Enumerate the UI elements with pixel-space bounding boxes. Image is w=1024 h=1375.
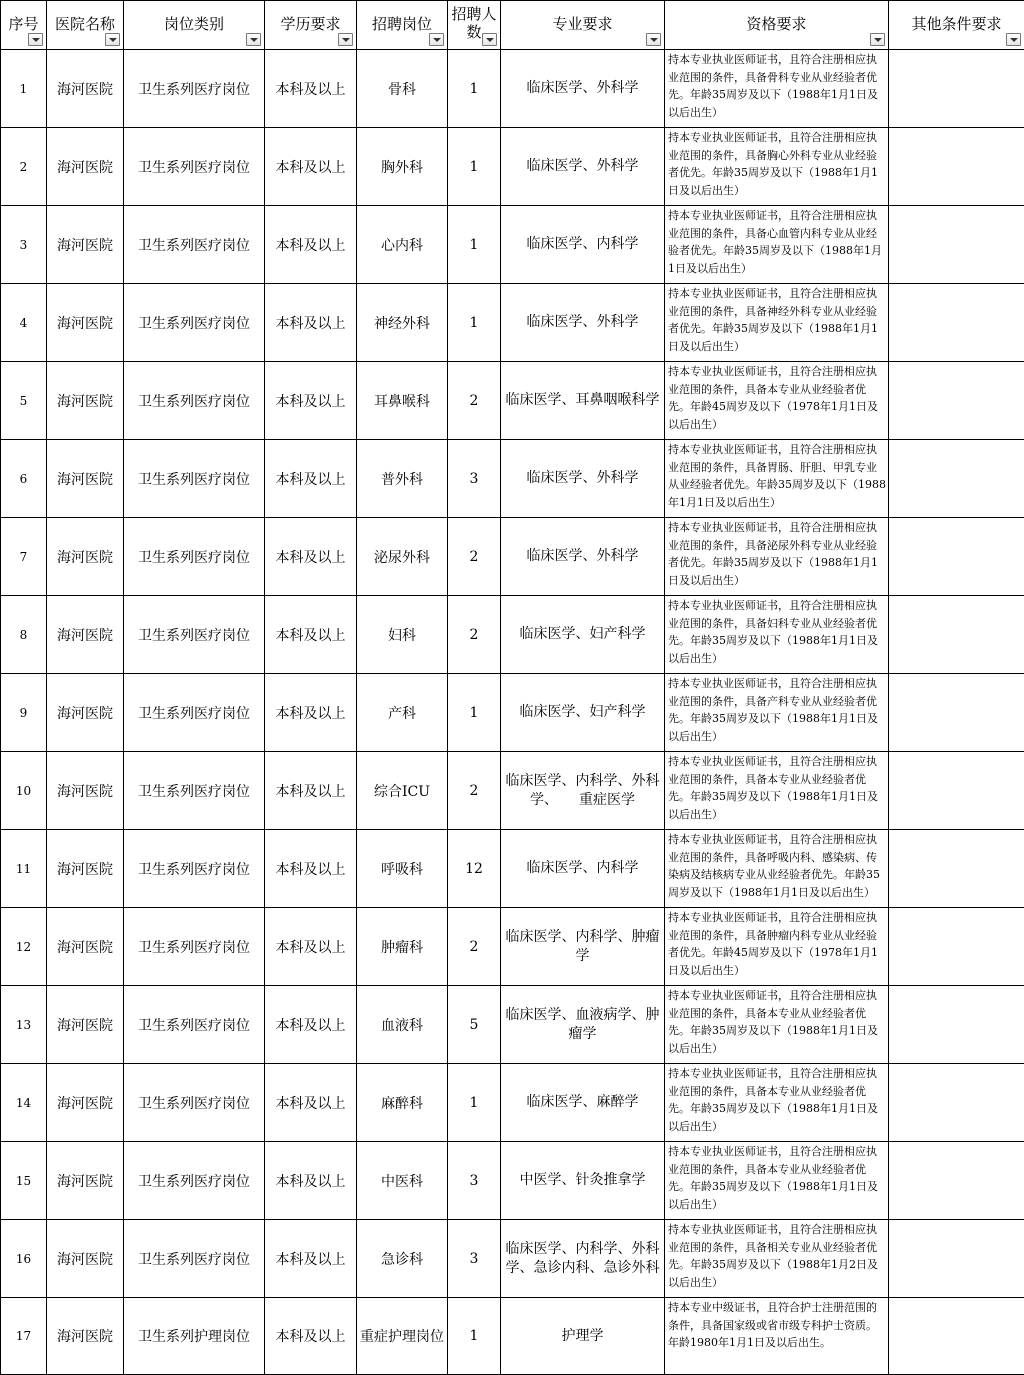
other-cell bbox=[889, 440, 1024, 518]
post-cell: 耳鼻喉科 bbox=[357, 362, 448, 440]
seq-cell: 15 bbox=[1, 1142, 47, 1220]
table-row bbox=[1, 1220, 1024, 1298]
post-cell: 血液科 bbox=[357, 986, 448, 1064]
filter-dropdown-icon[interactable] bbox=[338, 33, 353, 46]
qualification-cell bbox=[665, 518, 889, 596]
post-cell: 泌尿外科 bbox=[357, 518, 448, 596]
hospital-cell: 海河医院 bbox=[47, 518, 124, 596]
filter-dropdown-icon[interactable] bbox=[646, 33, 661, 46]
category-cell: 卫生系列医疗岗位 bbox=[124, 362, 265, 440]
hospital-cell: 海河医院 bbox=[47, 128, 124, 206]
category-cell: 卫生系列医疗岗位 bbox=[124, 1220, 265, 1298]
hospital-cell: 海河医院 bbox=[47, 50, 124, 128]
qualification-cell bbox=[665, 752, 889, 830]
count-cell: 1 bbox=[448, 1298, 501, 1375]
table-row bbox=[1, 1064, 1024, 1142]
other-cell bbox=[889, 1298, 1024, 1375]
major-cell: 临床医学、外科学 bbox=[501, 518, 665, 596]
post-cell: 中医科 bbox=[357, 1142, 448, 1220]
count-cell: 2 bbox=[448, 518, 501, 596]
post-cell: 综合ICU bbox=[357, 752, 448, 830]
major-cell: 临床医学、妇产科学 bbox=[501, 596, 665, 674]
education-cell: 本科及以上 bbox=[265, 362, 357, 440]
post-cell: 重症护理岗位 bbox=[357, 1298, 448, 1375]
category-cell: 卫生系列医疗岗位 bbox=[124, 1064, 265, 1142]
hospital-cell: 海河医院 bbox=[47, 830, 124, 908]
filter-dropdown-icon[interactable] bbox=[105, 33, 120, 46]
post-cell: 麻醉科 bbox=[357, 1064, 448, 1142]
table-row bbox=[1, 596, 1024, 674]
qualification-cell bbox=[665, 674, 889, 752]
filter-dropdown-icon[interactable] bbox=[429, 33, 444, 46]
other-cell bbox=[889, 986, 1024, 1064]
education-cell: 本科及以上 bbox=[265, 50, 357, 128]
filter-dropdown-icon[interactable] bbox=[1006, 33, 1021, 46]
filter-dropdown-icon[interactable] bbox=[246, 33, 261, 46]
post-cell: 心内科 bbox=[357, 206, 448, 284]
hospital-cell: 海河医院 bbox=[47, 752, 124, 830]
education-cell: 本科及以上 bbox=[265, 830, 357, 908]
qualification-text: 持本专业执业医师证书，且符合注册相应执业范围的条件，具备本专业从业经验者优先。年龄35周岁及以下（1988年1月1日及以后出生） bbox=[668, 987, 886, 1061]
filter-dropdown-icon[interactable] bbox=[870, 33, 885, 46]
header-cell: 资格要求 bbox=[665, 1, 889, 50]
table-row bbox=[1, 1142, 1024, 1220]
qualification-text: 持本专业执业医师证书，且符合注册相应执业范围的条件，具备泌尿外科专业从业经验者优先。年龄35周岁及以下（1988年1月1日及以后出生） bbox=[668, 519, 886, 593]
filter-dropdown-icon[interactable] bbox=[28, 33, 43, 46]
count-cell: 3 bbox=[448, 1220, 501, 1298]
other-cell bbox=[889, 518, 1024, 596]
table-row bbox=[1, 440, 1024, 518]
qualification-cell bbox=[665, 1064, 889, 1142]
qualification-cell bbox=[665, 1298, 889, 1375]
qualification-text: 持本专业执业医师证书，且符合注册相应执业范围的条件，具备心血管内科专业从业经验者优先。年龄35周岁及以下（1988年1月1日及以后出生） bbox=[668, 207, 886, 281]
header-row bbox=[1, 1, 1024, 50]
count-cell: 2 bbox=[448, 908, 501, 986]
major-cell: 临床医学、内科学、外科学、 重症医学 bbox=[501, 752, 665, 830]
post-cell: 呼吸科 bbox=[357, 830, 448, 908]
education-cell: 本科及以上 bbox=[265, 1298, 357, 1375]
hospital-cell: 海河医院 bbox=[47, 206, 124, 284]
filter-dropdown-icon[interactable] bbox=[482, 33, 497, 46]
qualification-text: 持本专业执业医师证书，且符合注册相应执业范围的条件，具备肿瘤内科专业从业经验者优先。年龄45周岁及以下（1978年1月1日及以后出生） bbox=[668, 909, 886, 983]
hospital-cell: 海河医院 bbox=[47, 1142, 124, 1220]
seq-cell: 14 bbox=[1, 1064, 47, 1142]
major-cell: 临床医学、内科学、肿瘤学 bbox=[501, 908, 665, 986]
post-cell: 胸外科 bbox=[357, 128, 448, 206]
table-row bbox=[1, 284, 1024, 362]
seq-cell: 13 bbox=[1, 986, 47, 1064]
other-cell bbox=[889, 752, 1024, 830]
education-cell: 本科及以上 bbox=[265, 1142, 357, 1220]
category-cell: 卫生系列医疗岗位 bbox=[124, 986, 265, 1064]
count-cell: 3 bbox=[448, 440, 501, 518]
seq-cell: 10 bbox=[1, 752, 47, 830]
other-cell bbox=[889, 206, 1024, 284]
major-cell: 临床医学、麻醉学 bbox=[501, 1064, 665, 1142]
header-cell: 招聘人数 bbox=[448, 1, 501, 50]
count-cell: 1 bbox=[448, 284, 501, 362]
hospital-cell: 海河医院 bbox=[47, 674, 124, 752]
post-cell: 妇科 bbox=[357, 596, 448, 674]
table-row bbox=[1, 908, 1024, 986]
major-cell: 临床医学、外科学 bbox=[501, 50, 665, 128]
qualification-text: 持本专业执业医师证书，且符合注册相应执业范围的条件，具备相关专业从业经验者优先。年龄35周岁及以下（1988年1月2日及以后出生） bbox=[668, 1221, 886, 1295]
education-cell: 本科及以上 bbox=[265, 518, 357, 596]
major-cell: 临床医学、外科学 bbox=[501, 440, 665, 518]
major-cell: 临床医学、妇产科学 bbox=[501, 674, 665, 752]
qualification-cell bbox=[665, 596, 889, 674]
hospital-cell: 海河医院 bbox=[47, 596, 124, 674]
major-cell: 临床医学、内科学 bbox=[501, 830, 665, 908]
table-row bbox=[1, 518, 1024, 596]
qualification-text: 持本专业执业医师证书，且符合注册相应执业范围的条件，具备本专业从业经验者优先。年龄35周岁及以下（1988年1月1日及以后出生） bbox=[668, 1143, 886, 1217]
qualification-cell bbox=[665, 206, 889, 284]
post-cell: 肿瘤科 bbox=[357, 908, 448, 986]
table-row bbox=[1, 206, 1024, 284]
category-cell: 卫生系列医疗岗位 bbox=[124, 440, 265, 518]
hospital-cell: 海河医院 bbox=[47, 1220, 124, 1298]
other-cell bbox=[889, 1220, 1024, 1298]
category-cell: 卫生系列医疗岗位 bbox=[124, 908, 265, 986]
seq-cell: 16 bbox=[1, 1220, 47, 1298]
other-cell bbox=[889, 1064, 1024, 1142]
seq-cell: 4 bbox=[1, 284, 47, 362]
header-cell: 其他条件要求 bbox=[889, 1, 1024, 50]
table-row bbox=[1, 986, 1024, 1064]
seq-cell: 2 bbox=[1, 128, 47, 206]
education-cell: 本科及以上 bbox=[265, 908, 357, 986]
education-cell: 本科及以上 bbox=[265, 986, 357, 1064]
count-cell: 1 bbox=[448, 50, 501, 128]
major-cell: 临床医学、血液病学、肿瘤学 bbox=[501, 986, 665, 1064]
seq-cell: 9 bbox=[1, 674, 47, 752]
post-cell: 急诊科 bbox=[357, 1220, 448, 1298]
seq-cell: 7 bbox=[1, 518, 47, 596]
major-cell: 临床医学、外科学 bbox=[501, 284, 665, 362]
seq-cell: 17 bbox=[1, 1298, 47, 1375]
header-cell: 学历要求 bbox=[265, 1, 357, 50]
qualification-text: 持本专业执业医师证书，且符合注册相应执业范围的条件，具备胸心外科专业从业经验者优先。年龄35周岁及以下（1988年1月1日及以后出生） bbox=[668, 129, 886, 203]
post-cell: 普外科 bbox=[357, 440, 448, 518]
qualification-text: 持本专业执业医师证书，且符合注册相应执业范围的条件，具备产科专业从业经验者优先。年龄35周岁及以下（1988年1月1日及以后出生） bbox=[668, 675, 886, 749]
other-cell bbox=[889, 1142, 1024, 1220]
qualification-text: 持本专业执业医师证书，且符合注册相应执业范围的条件，具备呼吸内科、感染病、传染病及结核病专业从业经验者优先。年龄35周岁及以下（1988年1月1日及以后出生） bbox=[668, 831, 886, 905]
education-cell: 本科及以上 bbox=[265, 674, 357, 752]
table-row bbox=[1, 1298, 1024, 1375]
qualification-cell bbox=[665, 128, 889, 206]
category-cell: 卫生系列护理岗位 bbox=[124, 1298, 265, 1375]
qualification-text: 持本专业执业医师证书，且符合注册相应执业范围的条件，具备妇科专业从业经验者优先。年龄35周岁及以下（1988年1月1日及以后出生） bbox=[668, 597, 886, 671]
qualification-cell bbox=[665, 1142, 889, 1220]
count-cell: 1 bbox=[448, 674, 501, 752]
major-cell: 临床医学、内科学、外科学、急诊内科、急诊外科 bbox=[501, 1220, 665, 1298]
qualification-cell bbox=[665, 908, 889, 986]
other-cell bbox=[889, 908, 1024, 986]
count-cell: 2 bbox=[448, 596, 501, 674]
hospital-cell: 海河医院 bbox=[47, 1298, 124, 1375]
post-cell: 产科 bbox=[357, 674, 448, 752]
post-cell: 神经外科 bbox=[357, 284, 448, 362]
education-cell: 本科及以上 bbox=[265, 128, 357, 206]
major-cell: 临床医学、耳鼻咽喉科学 bbox=[501, 362, 665, 440]
post-cell: 骨科 bbox=[357, 50, 448, 128]
qualification-cell bbox=[665, 1220, 889, 1298]
category-cell: 卫生系列医疗岗位 bbox=[124, 128, 265, 206]
category-cell: 卫生系列医疗岗位 bbox=[124, 50, 265, 128]
major-cell: 临床医学、外科学 bbox=[501, 128, 665, 206]
education-cell: 本科及以上 bbox=[265, 1220, 357, 1298]
category-cell: 卫生系列医疗岗位 bbox=[124, 674, 265, 752]
header-cell: 医院名称 bbox=[47, 1, 124, 50]
header-cell: 招聘岗位 bbox=[357, 1, 448, 50]
hospital-cell: 海河医院 bbox=[47, 908, 124, 986]
category-cell: 卫生系列医疗岗位 bbox=[124, 206, 265, 284]
other-cell bbox=[889, 830, 1024, 908]
seq-cell: 1 bbox=[1, 50, 47, 128]
table-row bbox=[1, 830, 1024, 908]
qualification-cell bbox=[665, 440, 889, 518]
qualification-text: 持本专业执业医师证书，且符合注册相应执业范围的条件，具备本专业从业经验者优先。年龄35周岁及以下（1988年1月1日及以后出生） bbox=[668, 753, 886, 827]
category-cell: 卫生系列医疗岗位 bbox=[124, 518, 265, 596]
table-row bbox=[1, 362, 1024, 440]
category-cell: 卫生系列医疗岗位 bbox=[124, 1142, 265, 1220]
education-cell: 本科及以上 bbox=[265, 440, 357, 518]
count-cell: 2 bbox=[448, 752, 501, 830]
major-cell: 中医学、针灸推拿学 bbox=[501, 1142, 665, 1220]
major-cell: 护理学 bbox=[501, 1298, 665, 1375]
other-cell bbox=[889, 50, 1024, 128]
hospital-cell: 海河医院 bbox=[47, 362, 124, 440]
education-cell: 本科及以上 bbox=[265, 206, 357, 284]
count-cell: 1 bbox=[448, 128, 501, 206]
qualification-cell bbox=[665, 830, 889, 908]
category-cell: 卫生系列医疗岗位 bbox=[124, 596, 265, 674]
qualification-cell bbox=[665, 362, 889, 440]
count-cell: 1 bbox=[448, 1064, 501, 1142]
header-cell: 序号 bbox=[1, 1, 47, 50]
seq-cell: 6 bbox=[1, 440, 47, 518]
header-cell: 岗位类别 bbox=[124, 1, 265, 50]
count-cell: 2 bbox=[448, 362, 501, 440]
count-cell: 3 bbox=[448, 1142, 501, 1220]
other-cell bbox=[889, 284, 1024, 362]
qualification-cell bbox=[665, 986, 889, 1064]
qualification-cell bbox=[665, 50, 889, 128]
seq-cell: 5 bbox=[1, 362, 47, 440]
qualification-text: 持本专业执业医师证书，且符合注册相应执业范围的条件，具备本专业从业经验者优先。年龄35周岁及以下（1988年1月1日及以后出生） bbox=[668, 1065, 886, 1139]
table-row bbox=[1, 128, 1024, 206]
hospital-cell: 海河医院 bbox=[47, 284, 124, 362]
seq-cell: 11 bbox=[1, 830, 47, 908]
qualification-cell bbox=[665, 284, 889, 362]
other-cell bbox=[889, 674, 1024, 752]
education-cell: 本科及以上 bbox=[265, 752, 357, 830]
category-cell: 卫生系列医疗岗位 bbox=[124, 752, 265, 830]
category-cell: 卫生系列医疗岗位 bbox=[124, 830, 265, 908]
count-cell: 1 bbox=[448, 206, 501, 284]
hospital-cell: 海河医院 bbox=[47, 986, 124, 1064]
qualification-text: 持本专业执业医师证书，且符合注册相应执业范围的条件，具备骨科专业从业经验者优先。年龄35周岁及以下（1988年1月1日及以后出生） bbox=[668, 51, 886, 125]
other-cell bbox=[889, 362, 1024, 440]
hospital-cell: 海河医院 bbox=[47, 440, 124, 518]
table-row bbox=[1, 50, 1024, 128]
header-cell: 专业要求 bbox=[501, 1, 665, 50]
seq-cell: 12 bbox=[1, 908, 47, 986]
seq-cell: 8 bbox=[1, 596, 47, 674]
category-cell: 卫生系列医疗岗位 bbox=[124, 284, 265, 362]
seq-cell: 3 bbox=[1, 206, 47, 284]
other-cell bbox=[889, 128, 1024, 206]
count-cell: 5 bbox=[448, 986, 501, 1064]
qualification-text: 持本专业执业医师证书，且符合注册相应执业范围的条件，具备胃肠、肝胆、甲乳专业从业经验者优先。年龄35周岁及以下（1988年1月1日及以后出生） bbox=[668, 441, 886, 515]
qualification-text: 持本专业中级证书，且符合护士注册范围的条件，具备国家级或省市级专科护士资质。年龄1980年1月1日及以后出生。 bbox=[668, 1299, 886, 1373]
major-cell: 临床医学、内科学 bbox=[501, 206, 665, 284]
other-cell bbox=[889, 596, 1024, 674]
table-row bbox=[1, 752, 1024, 830]
education-cell: 本科及以上 bbox=[265, 1064, 357, 1142]
qualification-text: 持本专业执业医师证书，且符合注册相应执业范围的条件，具备本专业从业经验者优先。年龄45周岁及以下（1978年1月1日及以后出生） bbox=[668, 363, 886, 437]
count-cell: 12 bbox=[448, 830, 501, 908]
education-cell: 本科及以上 bbox=[265, 284, 357, 362]
qualification-text: 持本专业执业医师证书，且符合注册相应执业范围的条件，具备神经外科专业从业经验者优先。年龄35周岁及以下（1988年1月1日及以后出生） bbox=[668, 285, 886, 359]
table-row bbox=[1, 674, 1024, 752]
hospital-cell: 海河医院 bbox=[47, 1064, 124, 1142]
education-cell: 本科及以上 bbox=[265, 596, 357, 674]
